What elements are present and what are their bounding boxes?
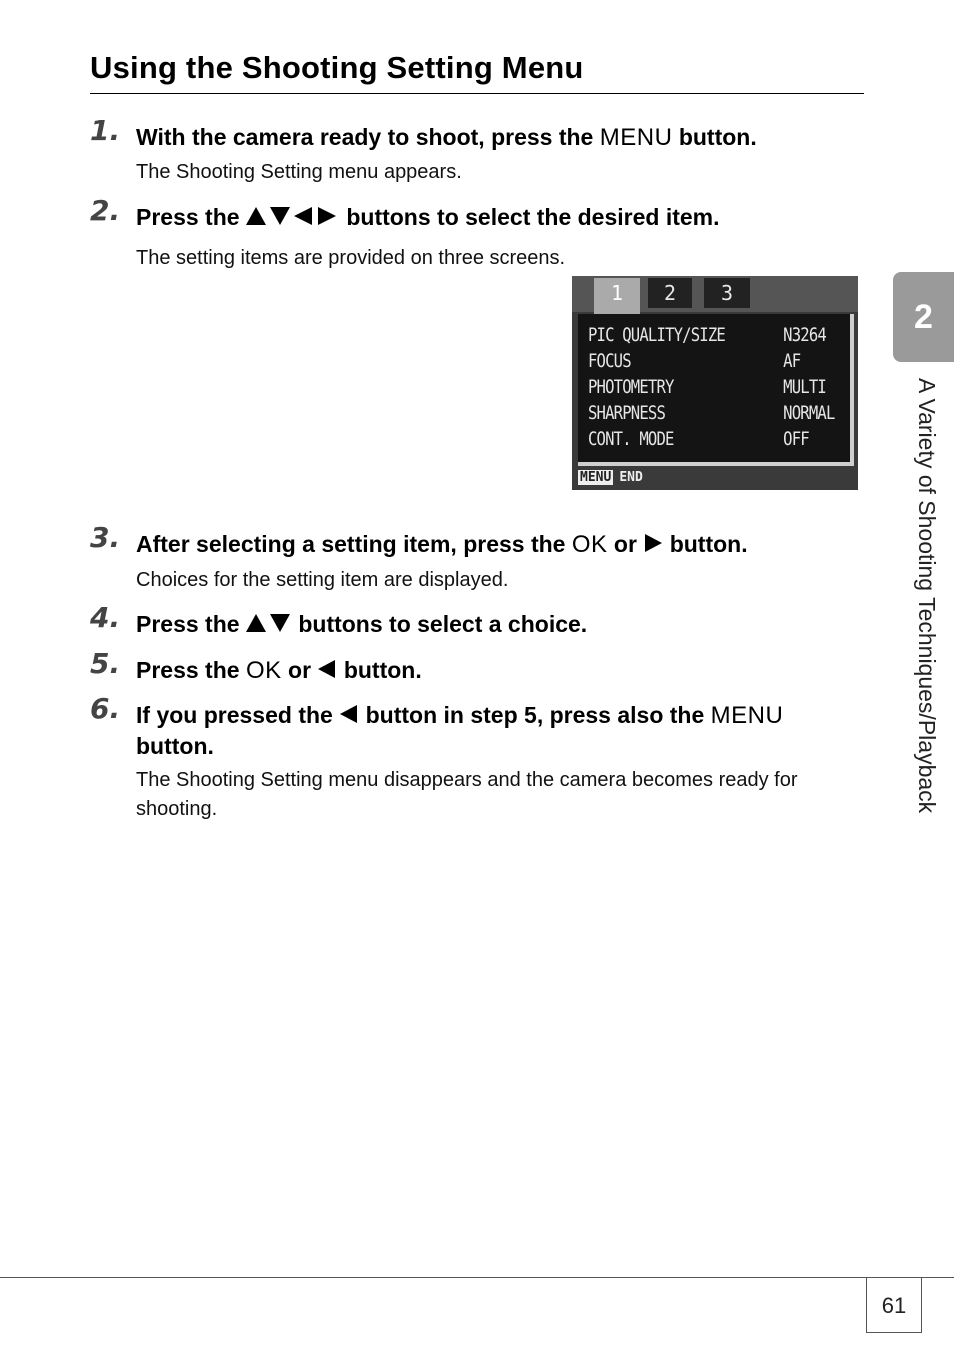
menu-item: SHARPNESS NORMAL <box>588 402 835 424</box>
chapter-tab: 2 <box>893 272 954 362</box>
right-arrow-icon <box>643 529 663 559</box>
menu-key-label: MENU <box>599 124 673 151</box>
menu-item: PIC QUALITY/SIZE N3264 <box>588 324 826 346</box>
menu-footer: MENU END <box>580 470 643 485</box>
step-number: 5. <box>90 647 121 680</box>
menu-item: CONT. MODE OFF <box>588 428 809 450</box>
menu-key-label: MENU <box>710 702 784 729</box>
menu-tab-1: 1 <box>594 278 640 320</box>
ok-key-label: OK <box>571 531 608 558</box>
step-heading: After selecting a setting item, press the OK or button. <box>136 531 748 558</box>
menu-key-chip: MENU <box>580 470 612 485</box>
page-number: 61 <box>866 1277 922 1333</box>
chapter-title: A Variety of Shooting Techniques/Playback <box>914 378 940 814</box>
up-down-arrows-icon <box>246 609 292 639</box>
step-number: 6. <box>90 692 121 725</box>
footer-rule <box>0 1277 954 1278</box>
step-heading: With the camera ready to shoot, press the MENU button. <box>136 124 757 151</box>
up-down-left-right-arrows-icon <box>246 202 340 232</box>
step-description: The Shooting Setting menu appears. <box>136 161 462 183</box>
step-heading: Press the buttons to select a choice. <box>136 611 588 637</box>
step-number: 2. <box>90 194 121 227</box>
menu-item: FOCUS AF <box>588 350 801 372</box>
step-description: The setting items are provided on three screens. <box>136 247 566 269</box>
step-description: The Shooting Setting menu disappears and the camera becomes ready for shooting. <box>136 769 798 820</box>
step-number: 1. <box>90 114 121 147</box>
ok-key-label: OK <box>245 657 282 684</box>
left-arrow-icon <box>339 700 359 730</box>
menu-item: PHOTOMETRY MULTI <box>588 376 826 398</box>
menu-tab-3: 3 <box>704 278 750 308</box>
step-heading: If you pressed the button in step 5, press also the MENU button. <box>136 702 784 759</box>
menu-tab-2: 2 <box>648 278 692 308</box>
step-number: 4. <box>90 601 121 634</box>
step-description: Choices for the setting item are displayed. <box>136 569 509 591</box>
step-heading: Press the OK or button. <box>136 657 422 684</box>
page-title: Using the Shooting Setting Menu <box>90 50 864 94</box>
camera-menu-screenshot <box>572 276 858 490</box>
left-arrow-icon <box>317 655 337 685</box>
step-number: 3. <box>90 521 121 554</box>
step-heading: Press the buttons to select the desired item. <box>136 204 720 230</box>
menu-item-panel <box>578 314 854 466</box>
